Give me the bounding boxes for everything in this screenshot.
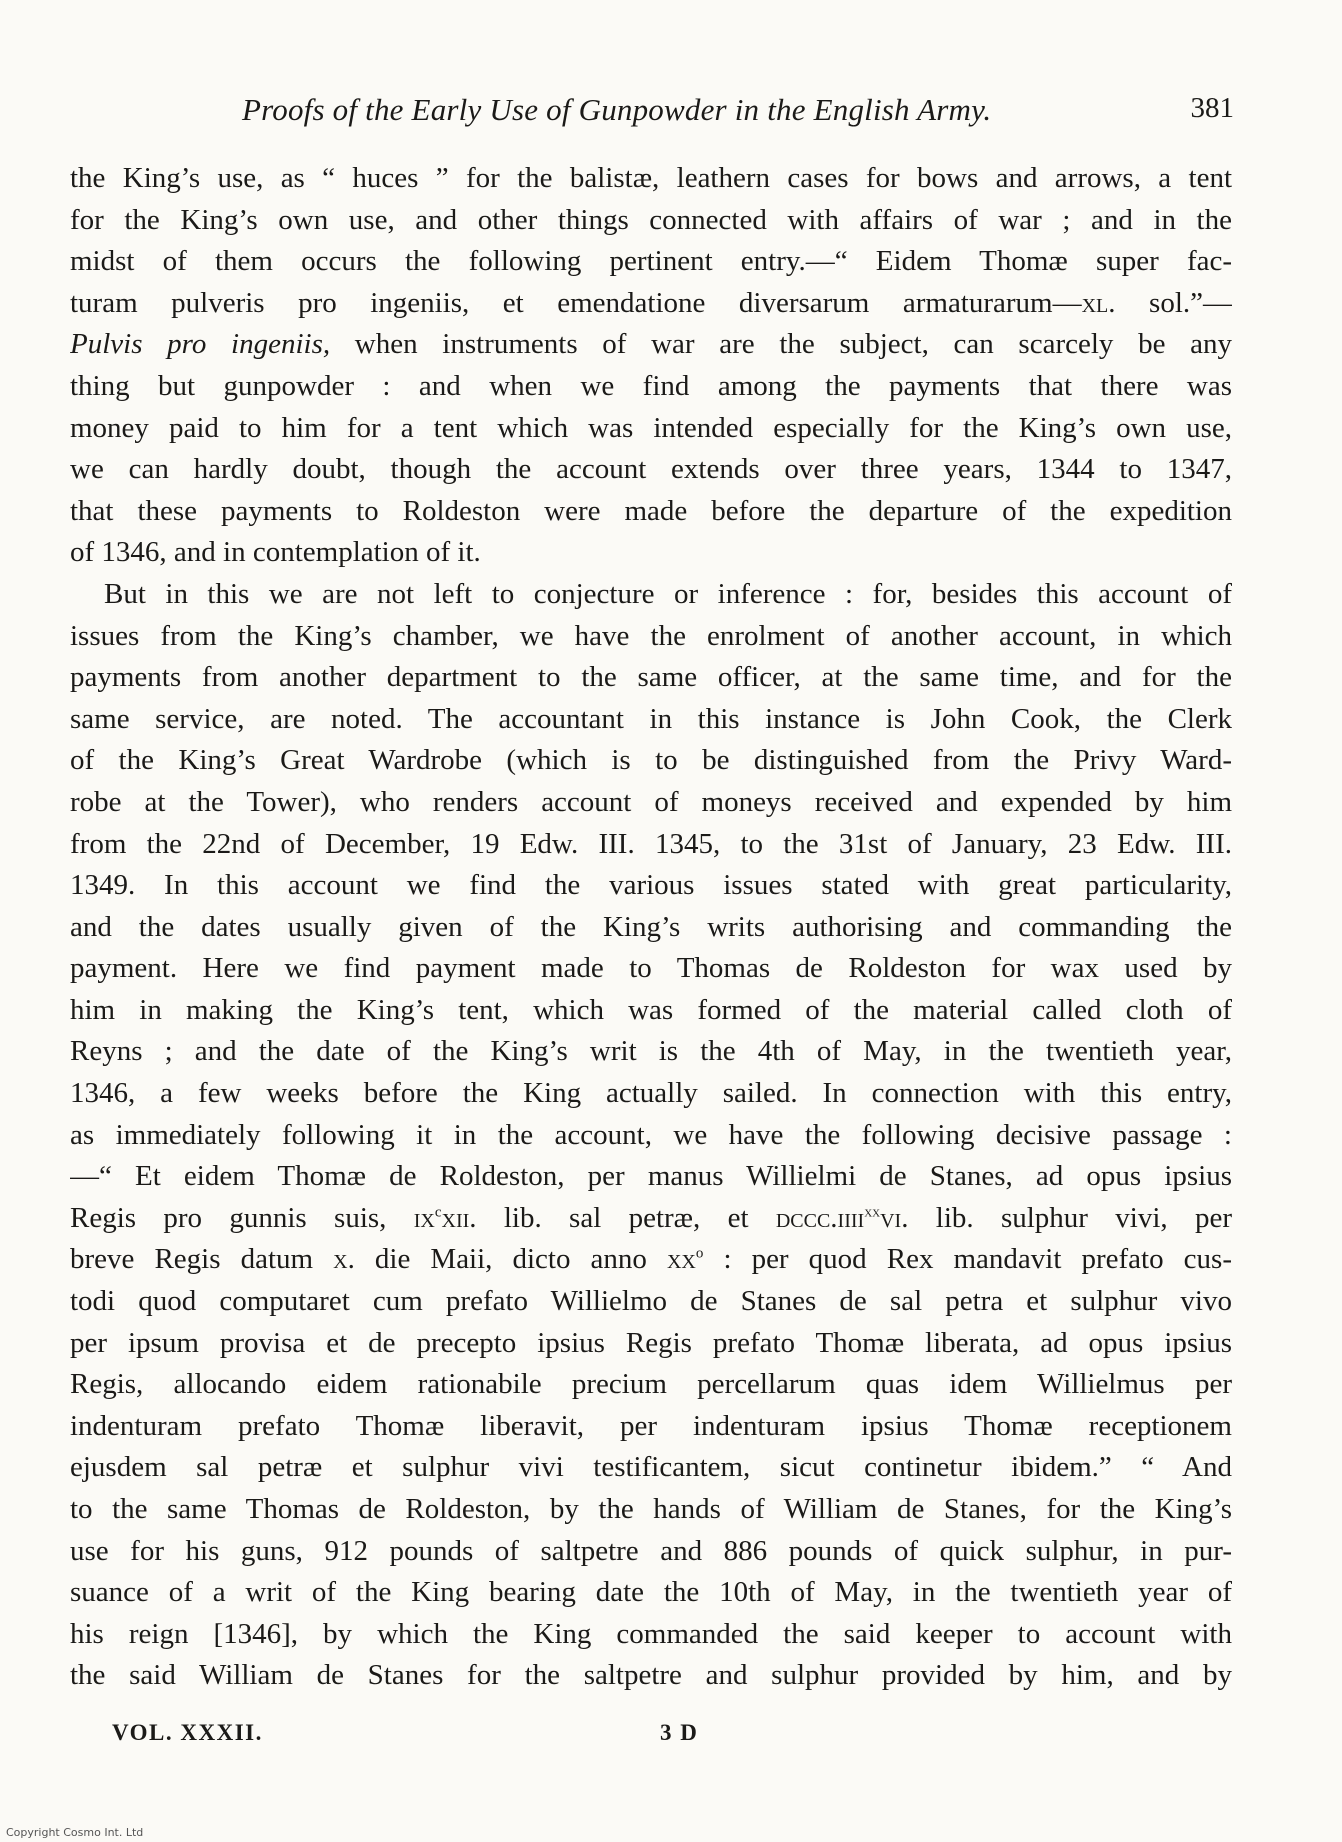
roman-numeral: vi. [880,1201,909,1234]
text-run: breve Regis datum [70,1243,334,1276]
text-run: sol.”— [1115,286,1232,319]
text-line: the King’s use, as “ huces ” for the balistæ, leathern cases for bows and arrows, a tent [70,162,1232,194]
body-text [70,158,1232,1697]
text-line: to the same Thomas de Roldeston, by the hands of William de Stanes, for the King’s [70,1493,1232,1525]
superscript: o [695,1245,704,1262]
text-line: payment. Here we find payment made to Thomas de Roldeston for wax used by [70,952,1232,985]
text-line: robe at the Tower), who renders account of moneys received and expended by him [70,785,1232,818]
text-line: —“ Et eidem Thomæ de Roldeston, per manus Willielmi de Stanes, ad opus ipsius [70,1160,1232,1193]
italic-phrase: Pulvis pro ingeniis, [70,328,331,361]
running-title: Proofs of the Early Use of Gunpowder in the English Army. [242,92,992,127]
roman-numeral: ix [413,1201,435,1234]
text-line: todi quod computaret cum prefato Willielmo de Stanes de sal petra et sulphur vivo [70,1285,1232,1318]
text-line: ejusdem sal petræ et sulphur vivi testificantem, sicut continetur ibidem.” “ And [70,1451,1232,1484]
text-line [70,324,1232,366]
text-line: and the dates usually given of the King’s writs authorising and commanding the [70,910,1232,943]
text-run: when instruments of war are the subject, can scarcely be any [330,328,1232,361]
text-line: indenturam prefato Thomæ liberavit, per indenturam ipsius Thomæ receptionem [70,1409,1232,1442]
superscript: xx [864,1204,881,1221]
text-line: of the King’s Great Wardrobe (which is to be distinguished from the Privy Ward- [70,744,1232,777]
superscript: c [434,1204,442,1221]
text-run: : per quod Rex mandavit prefato cus- [703,1243,1232,1276]
text-run: die Maii, dicto anno [354,1243,667,1276]
text-line: suance of a writ of the King bearing date the 10th of May, in the twentieth year of [70,1576,1232,1609]
text-line: 1346, a few weeks before the King actually sailed. In connection with this entry, [70,1077,1232,1110]
text-line: from the 22nd of December, 19 Edw. III. 1345, to the 31st of January, 23 Edw. III. [70,827,1232,860]
roman-numeral: xii. [441,1201,477,1234]
text-line: Reyns ; and the date of the King’s writ is the 4th of May, in the twentieth year, [70,1035,1232,1068]
text-run: lib. sal petræ, et [476,1201,776,1234]
text-line: for the King’s own use, and other things connected with affairs of war ; and in the [70,203,1232,236]
text-run: lib. sulphur vivi, per [908,1201,1232,1234]
text-line: him in making the King’s tent, which was formed of the material called cloth of [70,993,1232,1026]
text-line: his reign [1346], by which the King commanded the said keeper to account with [70,1617,1232,1650]
text-line: that these payments to Roldeston were made before the departure of the expedition [70,494,1232,527]
text-run: Regis pro gunnis suis, [70,1201,414,1234]
roman-numeral: dccc.iiii [775,1201,865,1234]
text-run: turam pulveris pro ingeniis, et emendatione diversarum armaturarum— [70,286,1082,319]
text-line: of 1346, and in contemplation of it. [70,536,481,569]
roman-numeral: xx [666,1243,696,1276]
text-line: 1349. In this account we find the various issues stated with great particularity, [70,869,1232,902]
text-line [70,1198,1232,1240]
page-footer [112,1720,1112,1756]
text-line [70,283,1232,325]
text-line: But in this we are not left to conjecture or inference : for, besides this account of [104,577,1232,610]
text-line: thing but gunpowder : and when we find among the payments that there was [70,369,1232,402]
text-line: issues from the King’s chamber, we have the enrolment of another account, in which [70,619,1232,652]
text-line [70,1239,1232,1281]
signature-mark: 3 D [660,1720,699,1745]
text-line: money paid to him for a tent which was intended especially for the King’s own use, [70,411,1232,444]
roman-numeral: xl. [1081,286,1116,319]
text-line: use for his guns, 912 pounds of saltpetre and 886 pounds of quick sulphur, in pur- [70,1534,1232,1567]
roman-numeral: x. [333,1243,355,1276]
copyright-notice: Copyright Cosmo Int. Ltd [6,1826,144,1839]
text-line: same service, are noted. The accountant in this instance is John Cook, the Clerk [70,702,1232,735]
text-line: per ipsum provisa et de precepto ipsius Regis prefato Thomæ liberata, ad opus ipsius [70,1326,1232,1359]
text-line: as immediately following it in the account, we have the following decisive passage : [70,1118,1232,1151]
running-head [70,92,1234,136]
page-number: 381 [1190,92,1234,124]
text-line: payments from another department to the same officer, at the same time, and for the [70,661,1232,694]
text-line: the said William de Stanes for the saltpetre and sulphur provided by him, and by [70,1659,1232,1692]
text-line: Regis, allocando eidem rationabile precium percellarum quas idem Willielmus per [70,1368,1232,1401]
text-line: midst of them occurs the following pertinent entry.—“ Eidem Thomæ super fac- [70,245,1232,278]
volume-label: VOL. XXXII. [112,1720,263,1745]
text-line: we can hardly doubt, though the account extends over three years, 1344 to 1347, [70,453,1232,486]
